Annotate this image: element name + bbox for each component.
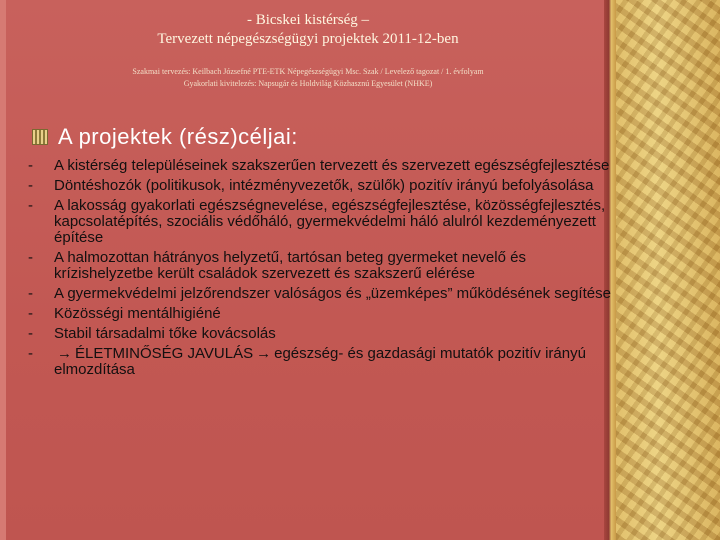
list-item [28, 198, 618, 246]
list-item [28, 346, 618, 378]
list-item-text: A halmozottan hátrányos helyzetű, tartósan beteg gyermeket nevelő és krízishelyzetbe került családok szervezett és szakszerű elérése [54, 249, 526, 282]
list-bullet: - [28, 197, 33, 214]
list-item [28, 326, 618, 342]
arrow-right-icon: → [57, 345, 72, 362]
slide-title-line-1: - Bicskei kistérség – [246, 12, 370, 28]
list-bullet: - [28, 285, 33, 302]
list-item-text: Közösségi mentálhigiéné [54, 305, 221, 322]
arrow-right-icon: → [256, 345, 272, 362]
goals-list [28, 158, 618, 382]
list-item-text: Stabil társadalmi tőke kovácsolás [54, 325, 276, 342]
list-item [28, 286, 618, 302]
list-bullet: - [28, 325, 33, 342]
list-item [28, 158, 618, 174]
section-heading [32, 124, 298, 150]
list-bullet: - [28, 249, 33, 266]
list-bullet: - [28, 305, 33, 322]
list-item [28, 250, 618, 282]
list-item-text: A lakosság gyakorlati egészségnevelése, egészségfejlesztése, közösségfejlesztés, kapcsolatépítés, szociális védőháló, gyermekvédelmi háló alulról kezdeményezett építése [54, 197, 606, 246]
subtitle-line-2: Gyakorlati kivitelezés: Napsugár és Holdvilág Közhasznú Egyesület (NHKE) [183, 79, 433, 88]
list-bullet: - [28, 157, 33, 174]
section-heading-text: A projektek (rész)céljai: [58, 124, 298, 149]
list-item-text [54, 346, 618, 378]
list-item-text: A kistérség településeinek szakszerűen tervezett és szervezett egészségfejlesztése [54, 157, 610, 174]
slide-title-line-2: Tervezett népegészségügyi projektek 2011-12-ben [157, 31, 459, 47]
list-bullet: - [28, 345, 33, 362]
list-item [28, 178, 618, 194]
list-item-text: Döntéshozók (politikusok, intézményvezetők, szülők) pozitív irányú befolyásolása [54, 177, 594, 194]
list-item-text: A gyermekvédelmi jelzőrendszer valóságos és „üzemképes” működésének segítése [54, 285, 611, 302]
indicators-text: egészség- és gazdasági mutatók pozitív irányú elmozdítása [54, 345, 586, 378]
list-item [28, 306, 618, 322]
subtitle-line-1: Szakmai tervezés: Keilbach Józsefné PTE-ETK Népegészségügyi Msc. Szak / Levelező tagozat / 1. évfolyam [132, 67, 484, 76]
decorative-side-panel [616, 0, 720, 540]
quality-of-life-text: ÉLETMINŐSÉG JAVULÁS [75, 345, 254, 362]
bullet-square-icon [32, 129, 48, 145]
list-bullet: - [28, 177, 33, 194]
